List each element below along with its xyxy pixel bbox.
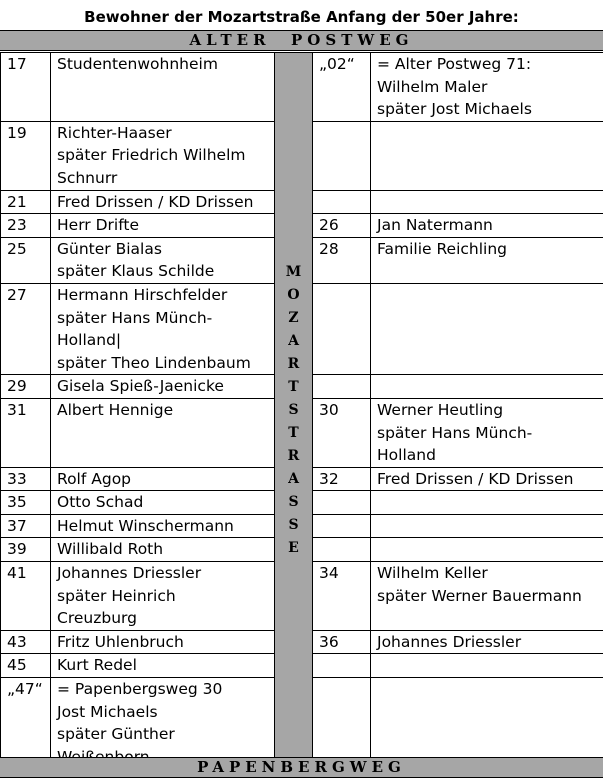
left-resident-name: Otto Schad	[51, 491, 275, 515]
left-resident-name: Hermann Hirschfelder später Hans Münch- Holland| später Theo Lindenbaum	[51, 283, 275, 374]
left-house-number: 41	[1, 562, 51, 631]
right-resident-name	[371, 283, 603, 374]
right-house-number	[313, 514, 371, 538]
right-house-number: „02“	[313, 53, 371, 122]
right-house-number: 28	[313, 237, 371, 283]
left-house-number: 21	[1, 190, 51, 214]
left-resident-name: Albert Hennige	[51, 398, 275, 467]
left-house-number: 19	[1, 121, 51, 190]
center-street-column	[275, 53, 313, 769]
right-house-number	[313, 121, 371, 190]
right-resident-name: Fred Drissen / KD Drissen	[371, 467, 603, 491]
right-resident-name: Johannes Driessler	[371, 630, 603, 654]
right-resident-name: = Alter Postweg 71: Wilhelm Maler später Jost Michaels	[371, 53, 603, 122]
right-resident-name	[371, 491, 603, 515]
right-house-number: 34	[313, 562, 371, 631]
left-resident-name: Kurt Redel	[51, 654, 275, 678]
left-resident-name: Fred Drissen / KD Drissen	[51, 190, 275, 214]
right-resident-name	[371, 190, 603, 214]
left-resident-name: Gisela Spieß-Jaenicke	[51, 375, 275, 399]
street-banner-bottom: PAPENBERGWEG	[0, 757, 603, 778]
left-resident-name: Rolf Agop	[51, 467, 275, 491]
right-resident-name: Familie Reichling	[371, 237, 603, 283]
left-house-number: 33	[1, 467, 51, 491]
left-house-number: 43	[1, 630, 51, 654]
left-house-number: 39	[1, 538, 51, 562]
left-resident-name: Helmut Winschermann	[51, 514, 275, 538]
center-street-label: M O Z A R T S T R A S S E	[285, 264, 302, 556]
left-house-number: 29	[1, 375, 51, 399]
right-resident-name: Wilhelm Keller später Werner Bauermann	[371, 562, 603, 631]
table-row	[1, 53, 603, 122]
right-house-number: 32	[313, 467, 371, 491]
street-banner-top: ALTER POSTWEG	[0, 30, 603, 51]
left-resident-name: Willibald Roth	[51, 538, 275, 562]
left-house-number: 35	[1, 491, 51, 515]
right-resident-name	[371, 654, 603, 678]
right-house-number	[313, 491, 371, 515]
left-house-number: 27	[1, 283, 51, 374]
left-house-number: 17	[1, 53, 51, 122]
document-title: Bewohner der Mozartstraße Anfang der 50er Jahre:	[84, 8, 519, 26]
right-resident-name	[371, 121, 603, 190]
right-house-number: 36	[313, 630, 371, 654]
right-resident-name: Werner Heutling später Hans Münch- Holland	[371, 398, 603, 467]
right-house-number	[313, 283, 371, 374]
left-resident-name: Fritz Uhlenbruch	[51, 630, 275, 654]
left-resident-name: Günter Bialas später Klaus Schilde	[51, 237, 275, 283]
left-house-number: 45	[1, 654, 51, 678]
right-resident-name	[371, 514, 603, 538]
right-resident-name: Jan Natermann	[371, 214, 603, 238]
right-house-number	[313, 654, 371, 678]
left-resident-name: Johannes Driessler später Heinrich Creuzburg	[51, 562, 275, 631]
left-house-number: „47“	[1, 678, 51, 769]
right-resident-name	[371, 538, 603, 562]
right-resident-name	[371, 678, 603, 769]
left-resident-name: Studentenwohnheim	[51, 53, 275, 122]
left-house-number: 31	[1, 398, 51, 467]
left-house-number: 37	[1, 514, 51, 538]
left-resident-name: Richter-Haaser später Friedrich Wilhelm Schnurr	[51, 121, 275, 190]
left-house-number: 25	[1, 237, 51, 283]
right-house-number	[313, 538, 371, 562]
left-house-number: 23	[1, 214, 51, 238]
right-house-number: 26	[313, 214, 371, 238]
right-house-number: 30	[313, 398, 371, 467]
right-house-number	[313, 678, 371, 769]
left-resident-name: = Papenbergsweg 30 Jost Michaels später Günther	[51, 678, 275, 769]
right-resident-name	[371, 375, 603, 399]
residents-table	[0, 52, 603, 769]
right-house-number	[313, 375, 371, 399]
right-house-number	[313, 190, 371, 214]
left-resident-name: Herr Drifte	[51, 214, 275, 238]
